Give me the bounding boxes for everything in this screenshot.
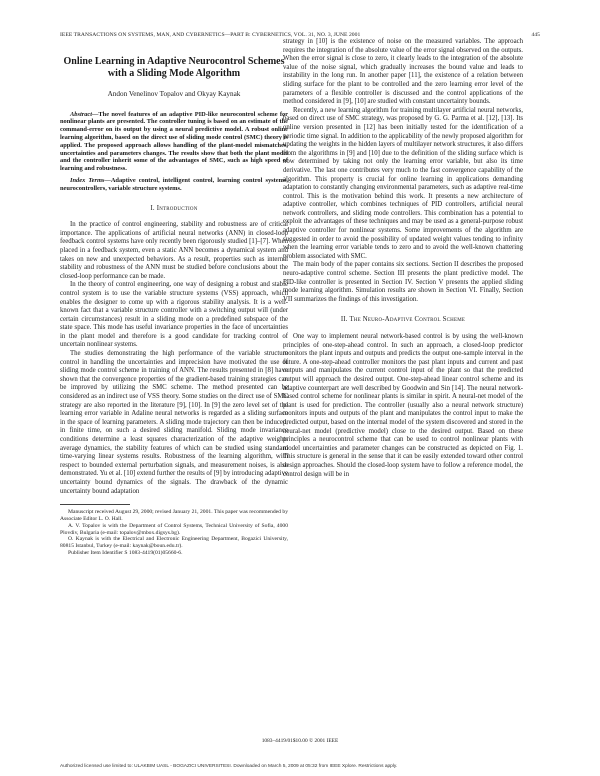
section-heading-introduction: I. Introduction (150, 204, 198, 212)
intro-paragraph-2: In the theory of control engineering, one way of designing a robust and stable control system is to use the variable structure systems (VSS) approach, which enables the designer to come up with a rigorous stability analysis. It is a well-known fact that a variable structure controller with a switching output will (under certain circumstances) result in a sliding mode on a predefined subspace of the state space. This mode has useful invariance properties in the face of uncertainties in the plant model and therefore is a good candidate for tracking control of uncertain nonlinear systems. (60, 281, 288, 349)
right-paragraph-1: strategy in [10] is the existence of noise on the measured variables. The approach requires the integration of the absolute value of the error signal observed on the outputs. When the error signal is close to zero, it clearly leads to the integration of the absolute value of the noise signal, which gradually increases the bound value and leads to instability in the long run. In another paper [11], the existence of a relation between sliding surface for the plant to be controlled and the zero learning error level of the parameters of a flexible controller is discussed and the control applications of the method considered in [9], [10] are studied with constant uncertainty bounds. (283, 38, 523, 106)
footnote-rule (60, 504, 130, 505)
footnote-author-2: O. Kaynak is with the Electrical and Electronic Engineering Department, Bogazici University, 80815 Istanbul, Turkey (e-mail: kaynak@boun.edu.tr). (60, 536, 288, 550)
right-column (283, 38, 523, 479)
abstract-label: Abstract— (70, 110, 99, 118)
license-notice: Authorized licensed use limited to: ULAKBIM UASL - BOGAZICI UNIVERSITESI. Downloaded on March 5, 2009 at 05:32 from IEEE Xplore. Restrictions apply. (60, 764, 398, 769)
intro-paragraph-3: The studies demonstrating the high performance of the variable structure control in handling the uncertainties and imprecision have motivated the use of sliding mode control scheme in training of ANN. The results presented in [8] have shown that the convergence properties of the gradient-based training strategies can be improved by utilizing the SMC scheme. The method presented can be considered as an indirect use of VSS theory. Some studies on the direct use of SMC strategy are also reported in the literature [9], [10]. In [9] the zero level set of the learning error variable in Adaline neural networks is regarded as a sliding surface in the space of learning parameters. A sliding mode trajectory can then be induced, in finite time, on such a desired sliding manifold. Sliding mode invariance conditions determine a least squares characterization of the adaptive weights average dynamics, the stability features of which can be studied using standard time-varying linear systems results. Robustness of the learning algorithm, with respect to bounded external perturbation signals, and measurement noises, is also demonstrated. Yu et al. [10] extend further the results of [9] by introducing adaptive uncertainty bound dynamics of the signals. The drawback of the dynamic uncertainty bound adaptation (60, 350, 288, 495)
right-paragraph-3: The main body of the paper contains six sections. Section II describes the proposed neuro-adaptive control scheme. Section III presents the plant predictive model. The PID-like controller is presented in Section IV. Section V presents the applied sliding mode learning algorithm. Simulation results are shown in Section VI. Finally, Section VII summarizes the findings of this investigation. (283, 261, 523, 303)
abstract (60, 111, 288, 173)
footnote-author-1: A. V. Topalov is with the Department of Control Systems, Technical University of Sofia, 4000 Plovdiv, Bulgaria (e-mail: topalov@mbox.digsys.bg). (60, 522, 288, 536)
left-column (60, 52, 288, 557)
journal-header: IEEE TRANSACTIONS ON SYSTEMS, MAN, AND CYBERNETICS—PART B: CYBERNETICS, VOL. 31, NO. 3, JUNE 2001 (60, 32, 361, 38)
right-paragraph-2: Recently, a new learning algorithm for training multilayer artificial neural networks, based on direct use of SMC strategy, was proposed by G. G. Parma et al. [12], [13]. Its online version presented in [12] has been initially tested for the identification of a periodic time signal. In addition to the applicability of the newly proposed algorithm for updating the weights in the hidden layers of multilayer network structures, it also differs from the algorithms in [9] and [10] due to the definition of the sliding surface which is now determined by taking not only the learning error variable, but also its time derivative. The last one contributes very much to the fast convergence capability of the algorithm. This property is crucial for online learning in applications demanding adaptation to constantly changing environmental parameters, such as adaptive real-time control. This is the motivation behind this work. It presents a new architecture of adaptive controller, which combines techniques of PID controllers, artificial neural network controllers, and sliding mode controllers. This combination has a potential to exploit the advantages of these techniques and may be used as a general-purpose robust adaptive controller for nonlinear systems. Some improvements of the algorithm are suggested in order to avoid the possibility of updated weight values tending to infinity when the learning error variable tends to zero and to avoid the well-known chattering problem associated with SMC. (283, 106, 523, 260)
right-paragraph-4: One way to implement neural network-based control is by using the well-known principles of one-step-ahead control. In such an approach, a closed-loop predictor monitors the plant inputs and outputs and predicts the output one-sample interval in the future. A one-step-ahead controller monitors the past plant inputs and current and past outputs and manipulates the current control input of the plant so that the predicted output will approach the desired output. One-step-ahead linear control scheme and its adaptive counterpart are well described by Goodwin and Sin [14]. The neural network-based control scheme for nonlinear plants is similar in spirit. A neural-net model of the plant is used for prediction. The controller (usually also a neural network structure) monitors inputs and outputs of the plant and manipulates the control input to make the predicted output, based on the internal model of the system discovered and stored in the neural-net model (predictive model) close to the desired output. Based on these principles a neurocontrol scheme that can be used to control nonlinear plants with model uncertainties and parameter changes can be constructed as depicted on Fig. 1. This structure is general in the sense that it can be easily extended toward other control design approaches. Should the closed-loop system have to follow a reference model, the control design will be in (283, 333, 523, 478)
footnote-received: Manuscript received August 29, 2000; revised January 21, 2001. This paper was recommended by Associate Editor L. O. Hall. (60, 509, 288, 522)
page-number: 445 (531, 32, 540, 38)
authors: Andon Venelinov Topalov and Okyay Kaynak (107, 90, 241, 98)
paper-title: Online Learning in Adaptive Neurocontrol Schemes with a Sliding Mode Algorithm (63, 56, 285, 79)
abstract-body: The novel features of an adaptive PID-like neurocontrol scheme for nonlinear plants are presented. The controller tuning is based on an estimate of the command-error on its output by using a neural predictive model. A robust online learning algorithm, based on the direct use of sliding mode control (SMC) theory is applied. The proposed approach allows handling of the plant-model mismatches, uncertainties and parameters changes. The results show that both the plant model and the controller inherit some of the advantages of SMC, such as high speed of learning and robustness. (60, 110, 288, 173)
copyright-line: 1083–4419/01$10.00 © 2001 IEEE (261, 738, 339, 744)
section-heading-neuro-adaptive: II. The Neuro-Adaptive Control Scheme (340, 316, 466, 324)
intro-paragraph-1: In the practice of control engineering, stability and robustness are of critical importance. The applications of artificial neural networks (ANN) in closed-loop feedback control systems have only recently been rigorously studied [1]–[7]. When placed in a feedback system, even a static ANN becomes a dynamical system and takes on new and unexpected behaviors. As a result, properties such as internal stability and robustness of the ANN must be studied before conclusions about the closed-loop performance can be made. (60, 221, 288, 280)
index-terms-body: Adaptive control, intelligent control, learning control systems, neurocontrollers, variable structure systems. (60, 176, 288, 192)
index-terms-label: Index Terms— (70, 176, 111, 184)
footnote-pii: Publisher Item Identifier S 1083-4419(01)05660-6. (68, 549, 183, 556)
index-terms (60, 177, 288, 193)
